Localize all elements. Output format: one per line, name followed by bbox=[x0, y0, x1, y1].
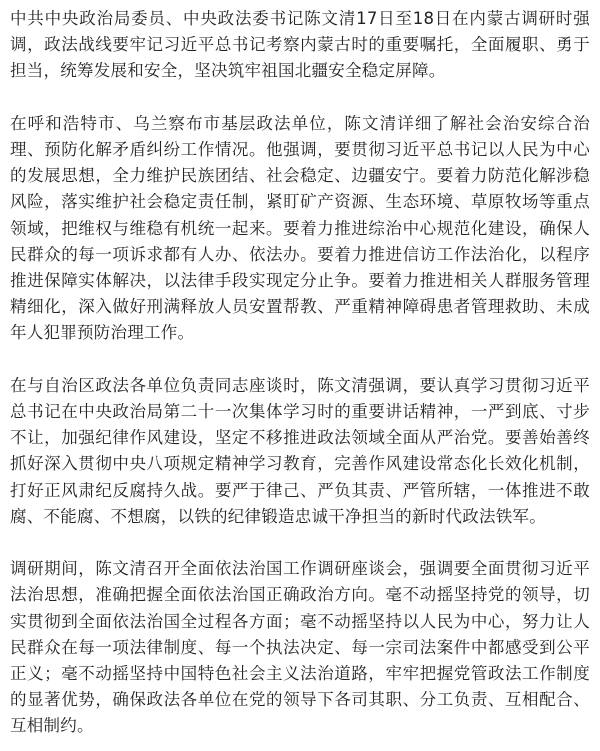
paragraph-1: 中共中央政治局委员、中央政法委书记陈文清17日至18日在内蒙古调研时强调，政法战线要牢记习近平总书记考察内蒙古时的重要嘱托，全面履职、勇于担当，统筹发展和安全，坚决筑牢祖国北疆安全稳定屏障。 bbox=[10, 9, 590, 81]
paragraph-2: 在呼和浩特市、乌兰察布市基层政法单位，陈文清详细了解社会治安综合治理、预防化解矛盾纠纷工作情况。他强调，要贯彻习近平总书记以人民为中心的发展思想，全力维护民族团结、社会稳定、边疆安宁。要着力防范化解涉稳风险，落实维护社会稳定责任制，紧盯矿产资源、生态环境、草原牧场等重点领域，把维权与维稳有机统一起来。要着力推进综治中心规范化建设，确保人民群众的每一项诉求都有人办、依法办。要着力推进信访工作法治化，以程序推进保障实体解决，以法律手段实现定分止争。要着力推进相关人群服务管理精细化，深入做好刑满释放人员安置帮教、严重精神障碍患者管理救助、未成年人犯罪预防治理工作。 bbox=[10, 113, 590, 343]
article-body bbox=[10, 6, 590, 740]
paragraph-4: 调研期间，陈文清召开全面依法治国工作调研座谈会，强调要全面贯彻习近平法治思想，准确把握全面依法治国正确政治方向。毫不动摇坚持党的领导，切实贯彻到全面依法治国全过程各方面；毫不动摇坚持以人民为中心，努力让人民群众在每一项法律制度、每一个执法决定、每一宗司法案件中都感受到公平正义；毫不动摇坚持中国特色社会主义法治道路，牢牢把握党管政法工作制度的显著优势，确保政法各单位在党的领导下各司其职、分工负责、互相配合、互相制约。 bbox=[10, 559, 590, 736]
paragraph-3: 在与自治区政法各单位负责同志座谈时，陈文清强调，要认真学习贯彻习近平总书记在中央政治局第二十一次集体学习时的重要讲话精神，一严到底、寸步不让，加强纪律作风建设，坚定不移推进政法领域全面从严治党。要善始善终抓好深入贯彻中央八项规定精神学习教育，完善作风建设常态化长效化机制，打好正风肃纪反腐持久战。要严于律己、严负其责、严管所辖，一体推进不敢腐、不能腐、不想腐，以铁的纪律锻造忠诚干净担当的新时代政法铁军。 bbox=[10, 375, 590, 526]
